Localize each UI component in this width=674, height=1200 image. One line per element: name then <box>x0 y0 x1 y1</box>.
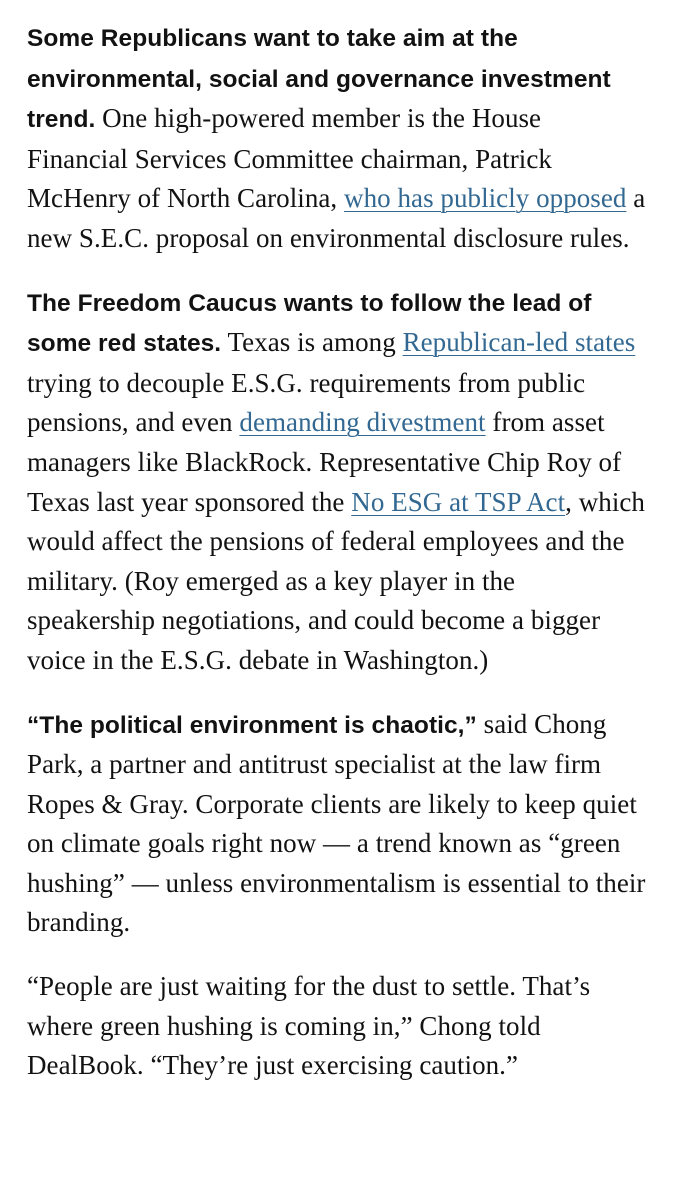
link-republican-led-states[interactable]: Republican-led states <box>402 327 636 358</box>
paragraph-text: Texas is among <box>221 327 403 358</box>
paragraph-text: said Chong Park, a partner and antitrust specialist at the law firm Ropes & Gray. Corporate clients are likely to keep quiet on climate goals right now — a trend known as “green hushing” — unless environmentalism is essential to their branding. <box>27 708 646 938</box>
paragraph-republicans-esg <box>27 18 648 259</box>
link-demanding-divestment[interactable]: demanding divestment <box>239 407 486 438</box>
paragraph-text: from asset managers like BlackRock. Representative Chip Roy of Texas last year sponsored the <box>27 407 622 517</box>
paragraph-text: One high-powered member is the House Financial Services Committee chairman, Patrick McHenry of North Carolina, <box>27 103 552 214</box>
link-who-has-publicly-opposed[interactable]: who has publicly opposed <box>344 183 627 214</box>
paragraph-text: “People are just waiting for the dust to settle. That’s where green hushing is coming in,” Chong told DealBook. “They’re just exercising caution.” <box>27 971 591 1081</box>
paragraph-lead: Some Republicans want to take aim at the environmental, social and governance investment trend. <box>27 25 611 134</box>
paragraph-lead: The Freedom Caucus wants to follow the lead of some red states. <box>27 289 592 358</box>
paragraph-text: , which would affect the pensions of federal employees and the military. (Roy emerged as a key player in the speakership negotiations, and could become a bigger voice in the E.S.G. debate in Washington.) <box>27 486 645 675</box>
paragraph-text: trying to decouple E.S.G. requirements from public pensions, and even <box>27 367 586 438</box>
paragraph-political-environment <box>27 705 648 944</box>
paragraph-text: a new S.E.C. proposal on environmental disclosure rules. <box>27 183 646 253</box>
link-no-esg-at-tsp-act[interactable]: No ESG at TSP Act <box>351 486 566 517</box>
paragraph-freedom-caucus <box>27 283 648 681</box>
paragraph-lead: “The political environment is chaotic,” <box>27 711 477 739</box>
paragraph-dust-to-settle <box>27 967 648 1086</box>
